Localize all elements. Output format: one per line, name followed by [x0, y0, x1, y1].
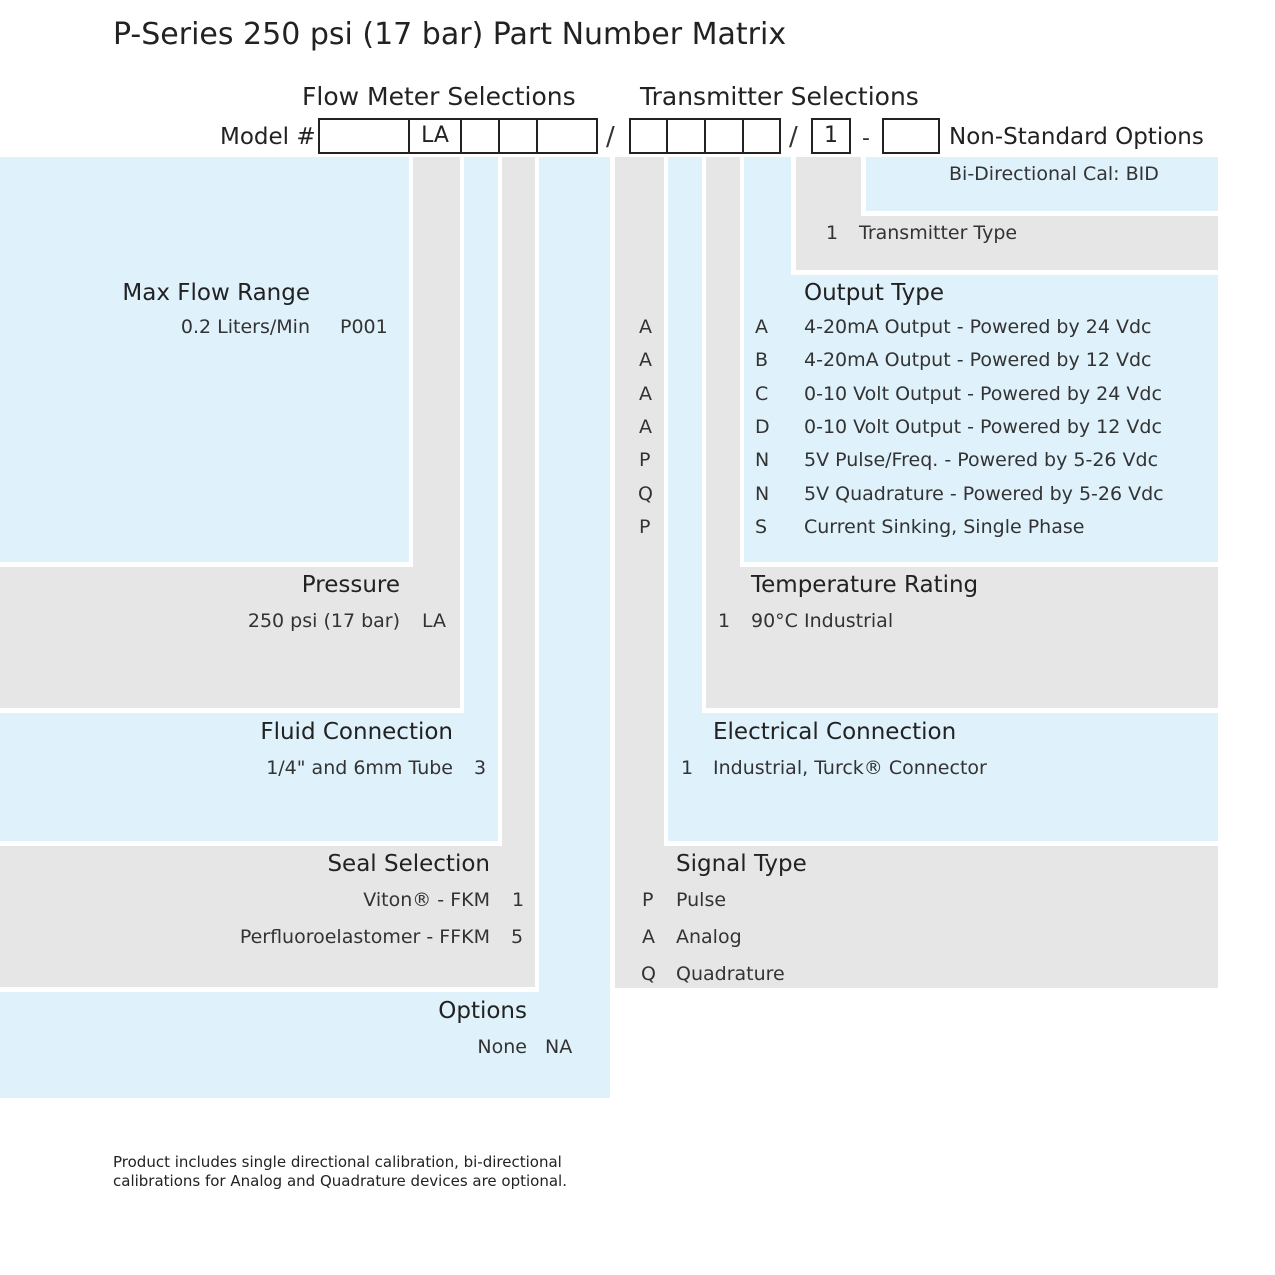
output-code: N: [755, 483, 770, 505]
fluid-connection-item-code: 3: [474, 757, 487, 779]
transmitter-type-label: Transmitter Type: [859, 222, 1018, 244]
temperature-heading: Temperature Rating: [751, 572, 979, 598]
output-label: 5V Pulse/Freq. - Powered by 5-26 Vdc: [804, 449, 1159, 471]
signal-item-code: P: [642, 889, 654, 911]
options-item-code: NA: [545, 1036, 573, 1058]
pressure-item-label: 250 psi (17 bar): [247, 610, 400, 632]
electrical-item-label: Industrial, Turck® Connector: [713, 757, 987, 779]
temperature-item-label: 90°C Industrial: [751, 610, 894, 632]
output-signal-code: A: [639, 316, 652, 338]
output-signal-code: A: [639, 383, 652, 405]
footnote-line: calibrations for Analog and Quadrature devices are optional.: [113, 1172, 567, 1190]
seal-box: [498, 118, 538, 154]
output-code: A: [755, 316, 768, 338]
fluid-connection-box: [460, 118, 500, 154]
fluid-connection-heading: Fluid Connection: [260, 719, 453, 745]
options-box: [536, 118, 598, 154]
max-flow-heading: Max Flow Range: [122, 280, 310, 306]
non-standard-item: Bi-Directional Cal: BID: [949, 163, 1159, 185]
model-number-label: Model #: [220, 124, 316, 150]
signal-item-label: Quadrature: [676, 963, 785, 985]
output-signal-code: P: [639, 516, 651, 538]
seal-item-label: Perfluoroelastomer - FFKM: [239, 926, 490, 948]
transmitter-type-column: [796, 157, 861, 216]
options-heading: Options: [438, 998, 527, 1024]
non-standard-box: [882, 118, 940, 154]
signal-type-box: [629, 118, 668, 154]
pressure-item-code: LA: [422, 610, 447, 632]
options-column: [539, 157, 610, 992]
output-type-heading: Output Type: [804, 280, 945, 306]
output-signal-code: Q: [638, 483, 653, 505]
transmitter-type-box: 1: [811, 118, 851, 154]
fluid-connection-item-label: 1/4" and 6mm Tube: [266, 757, 453, 779]
output-label: 5V Quadrature - Powered by 5-26 Vdc: [804, 483, 1164, 505]
output-signal-code: A: [639, 349, 652, 371]
signal-item-code: Q: [641, 963, 656, 985]
max-flow-band: [0, 157, 409, 562]
pressure-column: [413, 157, 460, 567]
output-label: 4-20mA Output - Powered by 24 Vdc: [804, 316, 1152, 338]
signal-item-label: Analog: [676, 926, 742, 948]
transmitter-selections-label: Transmitter Selections: [640, 82, 919, 111]
slash-separator: /: [606, 122, 615, 152]
output-type-box: [742, 118, 781, 154]
electrical-item-code: 1: [681, 757, 694, 779]
fluid-column: [464, 157, 498, 713]
electrical-box: [666, 118, 706, 154]
seal-column: [502, 157, 535, 846]
seal-item-label: Viton® - FKM: [363, 889, 490, 911]
output-code: C: [755, 383, 769, 405]
slash-separator-2: /: [789, 122, 798, 152]
options-item-label: None: [477, 1036, 527, 1058]
footnote-line: Product includes single directional calibration, bi-directional: [113, 1153, 562, 1171]
pressure-heading: Pressure: [301, 572, 400, 598]
signal-type-heading: Signal Type: [676, 851, 807, 877]
pressure-box: LA: [408, 118, 462, 154]
signal-item-code: A: [642, 926, 655, 948]
max-flow-item-code: P001: [340, 316, 388, 338]
output-code: S: [755, 516, 768, 538]
max-flow-item-label: 0.2 Liters/Min: [180, 316, 310, 338]
output-label: Current Sinking, Single Phase: [804, 516, 1085, 538]
output-code: N: [755, 449, 770, 471]
signal-item-label: Pulse: [676, 889, 727, 911]
output-signal-code: P: [639, 449, 651, 471]
output-label: 0-10 Volt Output - Powered by 12 Vdc: [804, 416, 1162, 438]
seal-selection-heading: Seal Selection: [327, 851, 490, 877]
temperature-column: [706, 157, 740, 567]
page-title: P-Series 250 psi (17 bar) Part Number Matrix: [113, 17, 787, 52]
transmitter-type-code: 1: [826, 222, 839, 244]
temperature-item-code: 1: [718, 610, 731, 632]
temperature-box: [704, 118, 744, 154]
non-standard-heading: Non-Standard Options: [949, 124, 1204, 150]
output-signal-code: A: [639, 416, 652, 438]
electrical-heading: Electrical Connection: [713, 719, 957, 745]
output-label: 4-20mA Output - Powered by 12 Vdc: [804, 349, 1152, 371]
output-column: [744, 157, 791, 275]
output-code: D: [755, 416, 770, 438]
dash-separator: -: [862, 126, 870, 151]
seal-item-code: 1: [512, 889, 525, 911]
max-flow-box: [318, 118, 410, 154]
electrical-column: [668, 157, 702, 713]
output-code: B: [755, 349, 769, 371]
output-label: 0-10 Volt Output - Powered by 24 Vdc: [804, 383, 1162, 405]
seal-item-code: 5: [511, 926, 524, 948]
flow-meter-selections-label: Flow Meter Selections: [302, 82, 576, 111]
